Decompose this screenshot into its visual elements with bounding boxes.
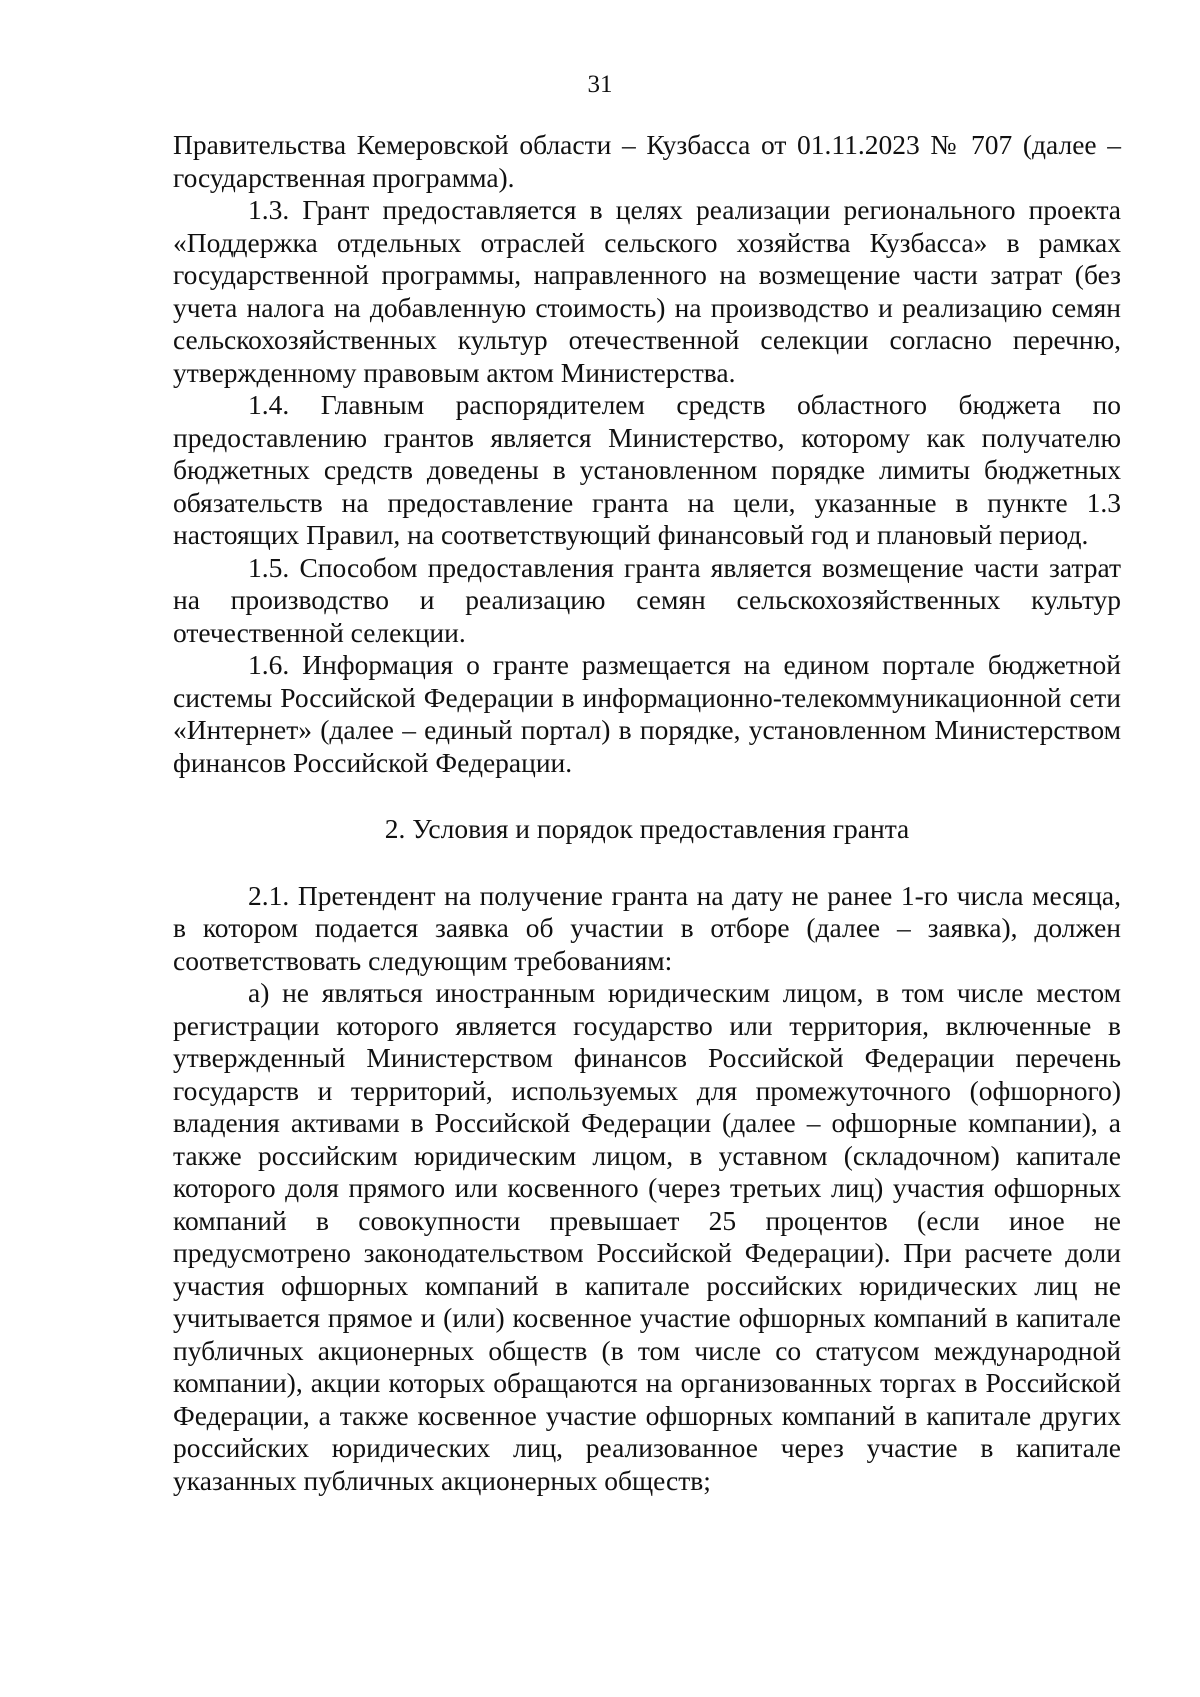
paragraph-continuation: Правительства Кемеровской области – Кузбасса от 01.11.2023 № 707 (далее – государственная программа). — [173, 129, 1121, 193]
paragraph-1-6: 1.6. Информация о гранте размещается на едином портале бюджетной системы Российской Федерации в информационно-телекоммуникационной сети «Интернет» (далее – единый портал) в порядке, установленном Министерством финансов Российской Федерации. — [173, 649, 1121, 778]
page-number: 31 — [587, 71, 613, 98]
section-heading: 2. Условия и порядок предоставления гранта — [384, 813, 910, 844]
paragraph-1-5: 1.5. Способом предоставления гранта является возмещение части затрат на производство и реализацию семян сельскохозяйственных культур отечественной селекции. — [173, 551, 1121, 648]
paragraph-1-3: 1.3. Грант предоставляется в целях реализации регионального проекта «Поддержка отдельных отраслей сельского хозяйства Кузбасса» в рамках государственной программы, направленного на возмещение части затрат (без учета налога на добавленную стоимость) на производство и реализацию семян сельскохозяйственных культур отечественной селекции согласно перечню, утвержденному правовым актом Министерства. — [173, 194, 1121, 388]
paragraph-2-1-a: а) не являться иностранным юридическим лицом, в том числе местом регистрации которого является государство или территория, включенные в утвержденный Министерством финансов Российской Федерации перечень государств и территорий, используемых для промежуточного (офшорного) владения активами в Российской Федерации (далее – офшорные компании), а также российским юридическим лицом, в уставном (складочном) капитале которого доля прямого или косвенного (через третьих лиц) участия офшорных компаний в совокупности превышает 25 процентов (если иное не предусмотрено законодательством Российской Федерации). При расчете доли участия офшорных компаний в капитале российских юридических лиц не учитывается прямое и (или) косвенное участие офшорных компаний в капитале публичных акционерных обществ (в том числе со статусом международной компании), акции которых обращаются на организованных торгах в Российской Федерации, а также косвенное участие офшорных компаний в капитале других российских юридических лиц, реализованное через участие в капитале указанных публичных акционерных обществ; — [173, 977, 1121, 1496]
paragraph-2-1: 2.1. Претендент на получение гранта на дату не ранее 1-го числа месяца, в котором подается заявка об участии в отборе (далее – заявка), должен соответствовать следующим требованиям: — [173, 879, 1121, 976]
document-body — [173, 129, 1121, 1497]
paragraph-1-4: 1.4. Главным распорядителем средств областного бюджета по предоставлению грантов является Министерство, которому как получателю бюджетных средств доведены в установленном порядке лимиты бюджетных обязательств на предоставление гранта на цели, указанные в пункте 1.3 настоящих Правил, на соответствующий финансовый год и плановый период. — [173, 389, 1121, 550]
